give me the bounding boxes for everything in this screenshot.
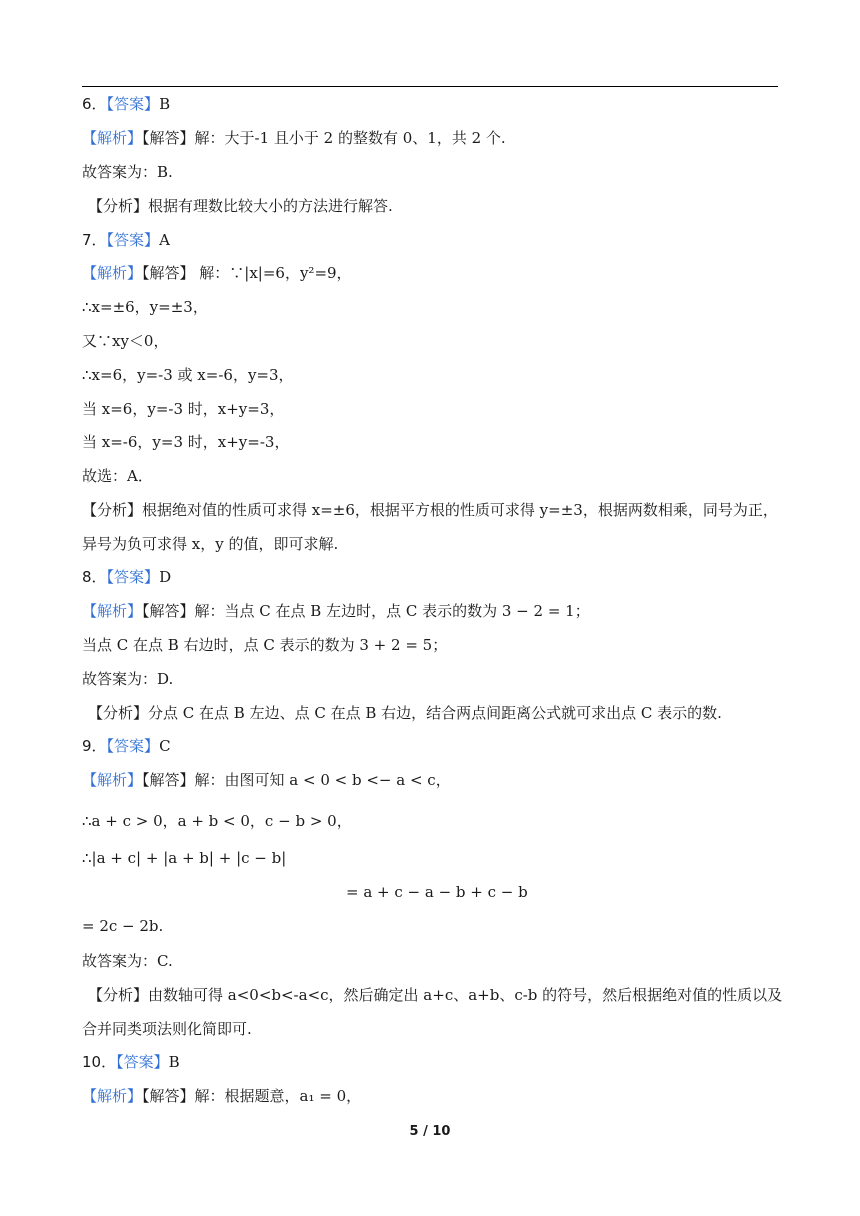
q10-analysis: 【解析】【解答】解：根据题意，a₁ = 0， <box>82 1087 362 1105</box>
q10-answer: 10．【答案】B <box>82 1053 180 1071</box>
q7-analysis: 【解析】【解答】 解：∵|x|=6，y²=9， <box>82 264 352 282</box>
q8-remark: 【分析】分点 C 在点 B 左边、点 C 在点 B 右边，结合两点间距离公式就可求出点 C 表示的数. <box>88 704 722 722</box>
q9-analysis: 【解析】【解答】解：由图可知 a < 0 < b <− a < c， <box>82 771 451 789</box>
q8-answer: 8．【答案】D <box>82 568 172 586</box>
q7-step-1: ∴x=±6，y=±3， <box>82 298 208 316</box>
q8-step-1: 当点 C 在点 B 右边时，点 C 表示的数为 3 + 2 = 5； <box>82 636 448 654</box>
q9-remark-2: 合并同类项法则化简即可. <box>82 1020 252 1038</box>
header-rule <box>82 86 778 87</box>
q8-conclusion: 故答案为：D. <box>82 670 174 688</box>
q7-step-2: 又∵xy＜0， <box>82 332 169 350</box>
q7-step-4: 当 x=6，y=-3 时，x+y=3， <box>82 400 285 418</box>
page-number: 5 / 10 <box>409 1124 451 1139</box>
q6-remark: 【分析】根据有理数比较大小的方法进行解答. <box>88 197 393 215</box>
q6-answer: 6．【答案】B <box>82 95 171 113</box>
q7-remark-1: 【分析】根据绝对值的性质可求得 x=±6，根据平方根的性质可求得 y=±3，根据两数相乘，同号为正， <box>82 501 778 519</box>
q9-answer: 9．【答案】C <box>82 737 171 755</box>
q7-remark-2: 异号为负可求得 x，y 的值，即可求解. <box>82 535 339 553</box>
q8-analysis: 【解析】【解答】解：当点 C 在点 B 左边时，点 C 表示的数为 3 − 2 = 1； <box>82 602 590 620</box>
q6-conclusion: 故答案为：B. <box>82 163 173 181</box>
q7-answer: 7．【答案】A <box>82 231 170 249</box>
q7-step-5: 当 x=-6，y=3 时，x+y=-3， <box>82 433 290 451</box>
q7-step-3: ∴x=6，y=-3 或 x=-6，y=3， <box>82 366 294 384</box>
q7-conclusion: 故选：A． <box>82 467 153 485</box>
q9-step-3: = a + c − a − b + c − b <box>346 883 528 901</box>
q9-step-1: ∴a + c > 0，a + b < 0，c − b > 0， <box>82 812 352 830</box>
q9-conclusion: 故答案为：C. <box>82 952 173 970</box>
q6-analysis: 【解析】【解答】解：大于-1 且小于 2 的整数有 0、1，共 2 个. <box>82 129 506 147</box>
q9-step-4: = 2c − 2b. <box>82 917 164 935</box>
q9-remark-1: 【分析】由数轴可得 a<0<b<-a<c，然后确定出 a+c、a+b、c-b 的符号，然后根据绝对值的性质以及 <box>88 986 783 1004</box>
q9-step-2: ∴|a + c| + |a + b| + |c − b| <box>82 849 287 867</box>
